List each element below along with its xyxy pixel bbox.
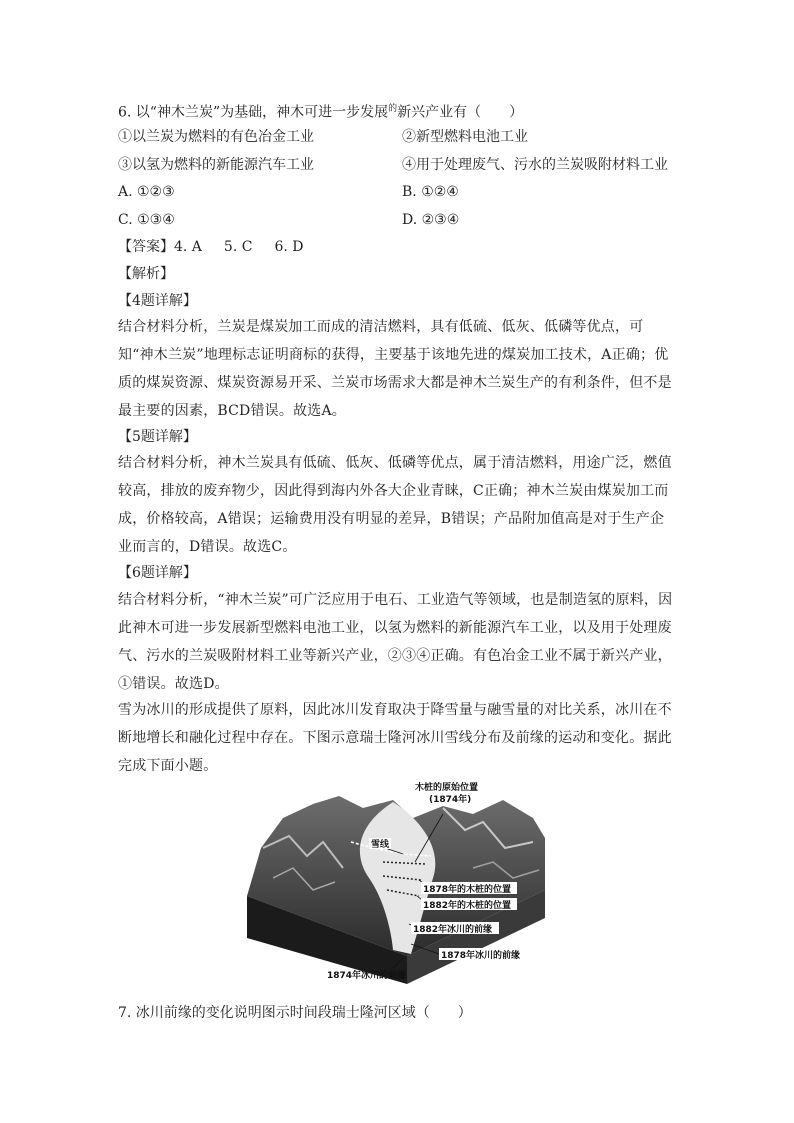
detail-6-text: 结合材料分析，“神木兰炭”可广泛应用于电石、工业造气等领域，也是制造氢的原料，因此神木可进一步发展新型燃料电池工业，以氢为燃料的新能源汽车工业，以及用于处理废气、污水的兰炭吸附材料工业等新兴产业，②③④正确。有色冶金工业不属于新兴产业，①错误。故选D。 bbox=[118, 592, 673, 692]
detail-4-text: 结合材料分析，兰炭是煤炭加工而成的清洁燃料，具有低硫、低灰、低磷等优点，可知“神木兰炭”地理标志证明商标的获得，主要基于该地先进的煤炭加工技术，A正确；优质的煤炭资源、煤炭资源易开采、兰炭市场需求大都是神木兰炭生产的有利条件，但不是最主要的因素，BCD错误。故选A。 bbox=[118, 319, 672, 419]
answer-label: 【答案】 bbox=[118, 239, 174, 255]
question-6-option-4: ④用于处理废气、污水的兰炭吸附材料工业 bbox=[402, 157, 668, 173]
label-1882-front: 1882年冰川的前缘 bbox=[413, 925, 493, 935]
detail-5-text: 结合材料分析，神木兰炭具有低硫、低灰、低磷等优点，属于清洁燃料，用途广泛，燃值较高，排放的废弃物少，因此得到海内外各大企业青睐，C正确；神木兰炭由煤炭加工而成，价格较高，A错误；运输费用没有明显的差异，B错误；产品附加值高是对于生产企业而言的，D错误。故选C。 bbox=[118, 455, 672, 555]
question-6-stem bbox=[118, 101, 523, 121]
question-6-choice-b: B. ①②④ bbox=[402, 184, 459, 200]
glacier-intro: 雪为冰川的形成提供了原料，因此冰川发育取决于降雪量与融雪量的对比关系，冰川在不断地增长和融化过程中存在。下图示意瑞士隆河冰川雪线分布及前缘的运动和变化。据此完成下面小题。 bbox=[118, 702, 672, 774]
question-6-choice-a: A. ①②③ bbox=[118, 184, 175, 200]
label-1882-pile: 1882年的木桩的位置 bbox=[423, 901, 512, 911]
label-original-position: 木桩的原始位置 bbox=[415, 783, 479, 793]
question-7-stem: 7. 冰川前缘的变化说明图示时间段瑞士隆河区域（ ） bbox=[118, 1005, 472, 1021]
detail-5-title: 【5题详解】 bbox=[118, 429, 197, 445]
question-6-stem-superscript: 的 bbox=[388, 104, 398, 114]
question-6-stem-part-b: 新兴产业有（ ） bbox=[397, 104, 524, 121]
question-6-option-2: ②新型燃料电池工业 bbox=[402, 129, 528, 145]
detail-4-title: 【4题详解】 bbox=[118, 293, 197, 309]
label-snowline: 雪线 bbox=[371, 840, 390, 850]
glacier-diagram bbox=[243, 778, 549, 988]
label-1878-front: 1878年冰川的前缘 bbox=[441, 951, 521, 961]
label-1878-pile: 1878年的木桩的位置 bbox=[423, 885, 512, 895]
question-6-stem-part-a: 6. 以“神木兰炭”为基础，神木可进一步发展 bbox=[118, 104, 389, 121]
answer-6: 6. D bbox=[274, 239, 304, 255]
analysis-label: 【解析】 bbox=[118, 266, 174, 282]
label-1874-front: 1874年冰川的前缘 bbox=[327, 971, 407, 981]
answer-4: 4. A bbox=[174, 239, 202, 255]
detail-6-title: 【6题详解】 bbox=[118, 565, 197, 581]
question-6-option-3: ③以氢为燃料的新能源汽车工业 bbox=[118, 157, 314, 173]
answer-5: 5. C bbox=[223, 239, 253, 255]
question-6-choice-c: C. ①③④ bbox=[118, 212, 175, 228]
question-6-choice-d: D. ②③④ bbox=[402, 212, 460, 228]
glacier-diagram-svg bbox=[243, 778, 549, 988]
label-original-year: (1874年) bbox=[429, 795, 472, 805]
answer-line bbox=[118, 239, 326, 255]
question-6-option-1: ①以兰炭为燃料的有色冶金工业 bbox=[118, 129, 314, 145]
